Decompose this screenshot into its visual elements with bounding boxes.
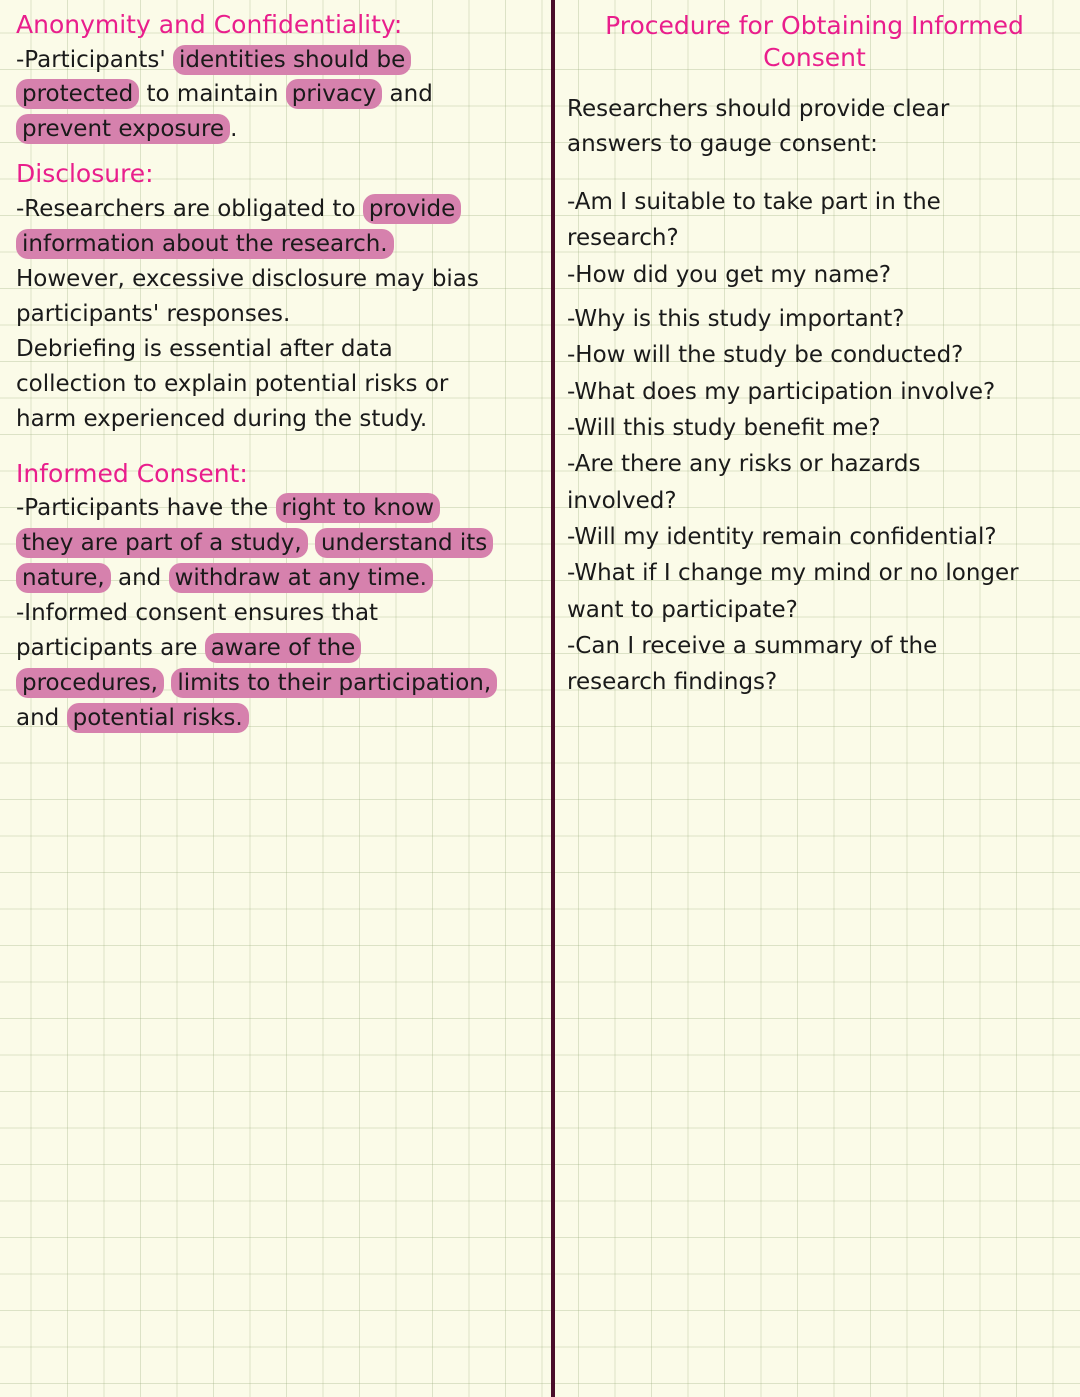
highlight-identities-should-be: identities should be [173,45,411,75]
informed-line-1 [16,491,529,526]
anonymity-text-3: and [389,81,433,108]
informed-line-2 [16,526,529,561]
question-line: research? [567,225,679,252]
question-line: -Am I suitable to take part in the [567,188,941,215]
anonymity-line-3 [16,112,529,147]
highlight-protected: protected [16,79,139,109]
question-gap [567,293,1062,301]
anonymity-text-1: -Participants' [16,46,166,73]
disclosure-line-7: harm experienced during the study. [16,405,428,432]
informed-text-3: participants are [16,634,198,661]
informed-text-2: and [118,564,162,591]
question-line: -Why is this study important? [567,305,905,332]
question-line: -What if I change my mind or no longer [567,560,1019,587]
left-column [0,0,551,736]
spacer-after-intro [567,162,1062,184]
column-divider-line [551,0,555,1397]
disclosure-line-6: collection to explain potential risks or [16,370,449,397]
question-line: -Will my identity remain confidential? [567,523,997,550]
heading-procedure-line-2: Consent [763,43,866,72]
anonymity-text-2: to maintain [146,81,279,108]
anonymity-line-1 [16,43,529,78]
heading-disclosure: Disclosure: [16,159,154,189]
highlight-information-about-research: information about the research. [16,229,394,259]
informed-line-4: -Informed consent ensures that [16,599,379,626]
highlight-prevent-exposure: prevent exposure [16,114,230,144]
heading-anonymity-confidentiality: Anonymity and Confidentiality: [16,10,403,39]
highlight-withdraw-any-time: withdraw at any time. [169,563,433,593]
spacer-after-anonymity [16,147,529,159]
right-column [555,0,1080,701]
highlight-aware-of-the: aware of the [205,633,362,663]
anonymity-body [16,43,529,148]
question-line: -Are there any risks or hazards [567,451,921,478]
highlight-part-of-a-study: they are part of a study, [16,528,308,558]
question-line: -How did you get my name? [567,261,892,288]
highlight-nature: nature, [16,563,111,593]
question-line: research findings? [567,669,778,696]
heading-procedure-line-1: Procedure for Obtaining Informed [605,11,1024,40]
highlight-provide: provide [363,194,461,224]
informed-text-1: -Participants have the [16,495,269,522]
highlight-right-to-know: right to know [276,493,441,523]
highlight-potential-risks: potential risks. [67,703,249,733]
spacer-after-disclosure [16,437,529,459]
consent-question-list [567,184,1062,701]
highlight-understand-its: understand its [315,528,493,558]
informed-consent-body [16,491,529,736]
question-line: involved? [567,487,677,514]
procedure-intro-line-2: answers to gauge consent: [567,130,878,157]
informed-line-6 [16,666,529,701]
question-line: -What does my participation involve? [567,378,996,405]
disclosure-line-1 [16,192,529,227]
heading-procedure-informed-consent [567,10,1062,74]
highlight-privacy: privacy [286,79,382,109]
informed-text-4: and [16,704,60,731]
disclosure-line-5: Debriefing is essential after data [16,335,393,362]
heading-informed-consent: Informed Consent: [16,458,248,488]
question-line: -Can I receive a summary of the [567,632,938,659]
informed-line-5 [16,631,529,666]
disclosure-line-2 [16,227,529,262]
procedure-intro-line-1: Researchers should provide clear [567,96,950,122]
question-line: -How will the study be conducted? [567,342,964,369]
informed-line-3 [16,561,529,596]
disclosure-line-4: participants' responses. [16,300,291,327]
disclosure-line-3: However, excessive disclosure may bias [16,265,479,292]
highlight-procedures: procedures, [16,668,164,698]
procedure-intro [567,92,1062,162]
disclosure-text-1: -Researchers are obligated to [16,195,356,222]
question-line: -Will this study benefit me? [567,414,881,441]
highlight-limits-participation: limits to their participation, [171,668,497,698]
anonymity-line-2 [16,77,529,112]
question-line: want to participate? [567,596,798,623]
informed-line-7 [16,701,529,736]
disclosure-body [16,192,529,437]
anonymity-period: . [230,116,238,143]
